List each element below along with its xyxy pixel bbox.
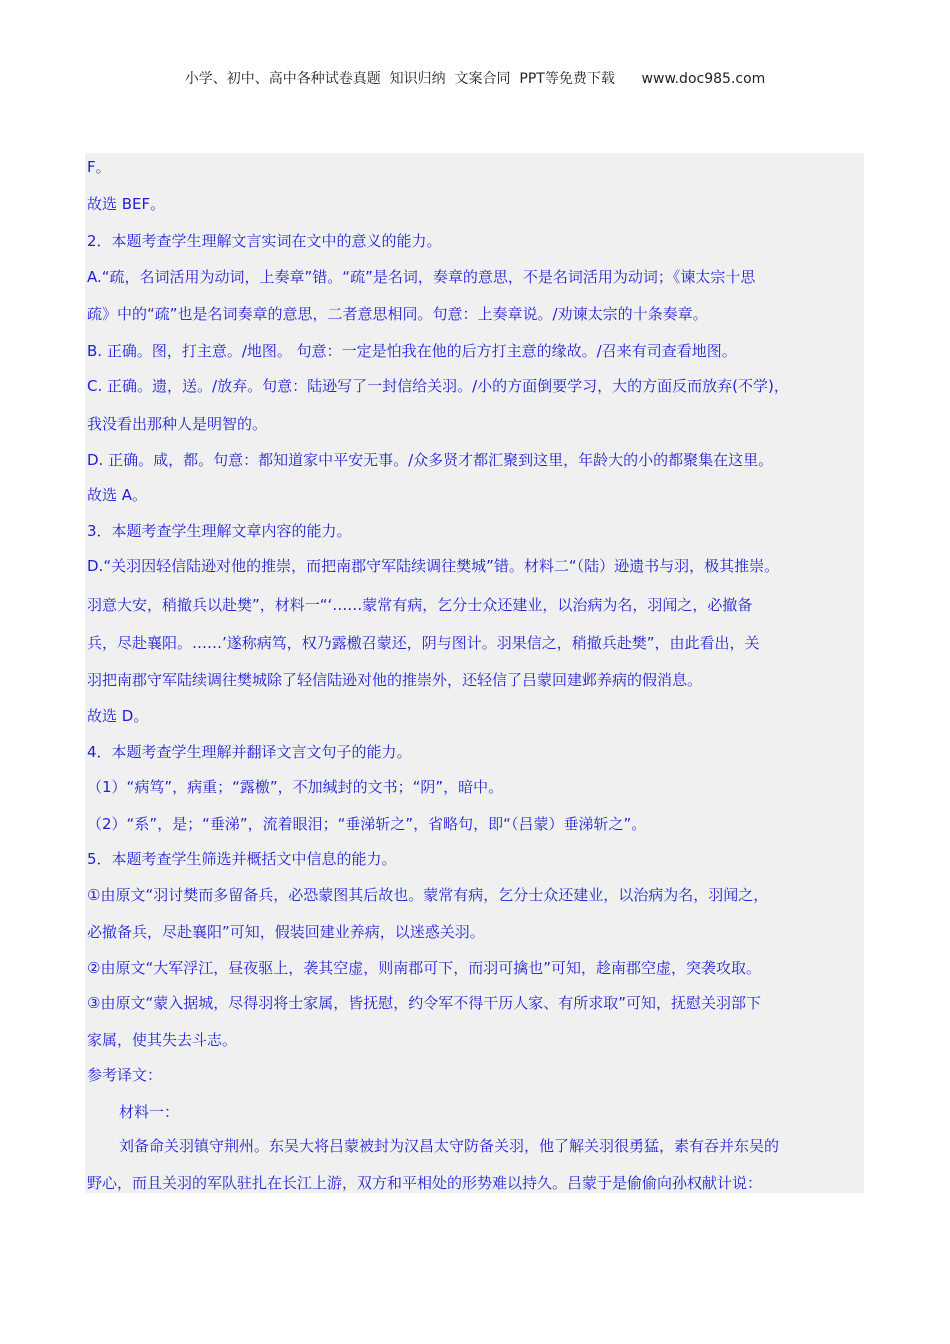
translation-line: 刘备命关羽镇守荆州。东吴大将吕蒙被封为汉昌太守防备关羽，他了解关羽很勇猛，素有吞并东吴的 xyxy=(119,1137,780,1155)
text-line: 疏》中的“疏”也是名词奏章的意思，二者意思相同。句意：上奏章说。/劝谏太宗的十条奏章。 xyxy=(87,305,708,323)
text-line: 我没看出那种人是明智的。 xyxy=(87,415,268,433)
text-line: 5．本题考查学生筛选并概括文中信息的能力。 xyxy=(87,850,397,868)
text-line: 2．本题考查学生理解文言实词在文中的意义的能力。 xyxy=(87,232,442,250)
text-line: ②由原文“大军浮江，昼夜驱上，袭其空虚，则南郡可下，而羽可擒也”可知，趁南郡空虚，突袭攻取。 xyxy=(87,959,761,977)
text-line: （1）“病笃”，病重；“露檄”，不加缄封的文书；“阴”，暗中。 xyxy=(87,778,504,796)
text-line: D. 正确。咸，都。句意：都知道家中平安无事。/众多贤才都汇聚到这里，年龄大的小的都聚集在这里。 xyxy=(87,451,774,469)
text-line: F。 xyxy=(87,158,111,176)
text-line: ①由原文“羽讨樊而多留备兵，必恐蒙图其后故也。蒙常有病，乞分士众还建业，以治病为名，羽闻之， xyxy=(87,886,769,904)
text-line: 参考译文： xyxy=(87,1066,163,1084)
text-line: 3．本题考查学生理解文章内容的能力。 xyxy=(87,522,352,540)
text-line: 必撤备兵，尽赴襄阳”可知，假装回建业养病，以迷惑关羽。 xyxy=(87,923,485,941)
text-line: 故选 D。 xyxy=(87,707,149,725)
text-line: 故选 A。 xyxy=(87,486,148,504)
text-line: D.“关羽因轻信陆逊对他的推崇，而把南郡守军陆续调往樊城”错。材料二“（陆）逊遗书与羽，极其推崇。 xyxy=(87,557,780,575)
page-header: 小学、初中、高中各种试卷真题 知识归纳 文案合同 PPT等免费下载 www.doc985.com xyxy=(184,71,766,87)
text-line: 家属，使其失去斗志。 xyxy=(87,1031,238,1049)
translation-heading: 材料一： xyxy=(119,1103,180,1121)
text-line: 羽把南郡守军陆续调往樊城除了轻信陆逊对他的推崇外，还轻信了吕蒙回建邺养病的假消息。 xyxy=(87,671,703,689)
text-line: ③由原文“蒙入据城，尽得羽将士家属，皆抚慰，约令军不得干历人家、有所求取”可知，抚慰关羽部下 xyxy=(87,994,761,1012)
text-line: 故选 BEF。 xyxy=(87,195,166,213)
translation-line: 野心，而且关羽的军队驻扎在长江上游，双方和平相处的形势难以持久。吕蒙于是偷偷向孙权献计说： xyxy=(87,1174,763,1192)
answer-panel xyxy=(85,153,864,1193)
text-line: 羽意大安，稍撤兵以赴樊”，材料一“‘……蒙常有病，乞分士众还建业，以治病为名，羽闻之，必撤备 xyxy=(87,596,753,614)
text-line: B. 正确。图，打主意。/地图。 句意：一定是怕我在他的后方打主意的缘故。/召来有司查看地图。 xyxy=(87,342,737,360)
text-line: 兵，尽赴襄阳。……’遂称病笃，权乃露檄召蒙还，阴与图计。羽果信之，稍撤兵赴樊”，由此看出，关 xyxy=(87,634,760,652)
text-line: （2）“系”，是；“垂涕”，流着眼泪；“垂涕斩之”，省略句，即“（吕蒙）垂涕斩之”。 xyxy=(87,815,647,833)
text-line: 4．本题考查学生理解并翻译文言文句子的能力。 xyxy=(87,743,412,761)
text-line: A.“疏，名词活用为动词，上奏章”错。“疏”是名词，奏章的意思，不是名词活用为动词；《谏太宗十思 xyxy=(87,268,756,286)
text-line: C. 正确。遗，送。/放弃。句意：陆逊写了一封信给关羽。/小的方面倒要学习，大的方面反而放弃(不学)， xyxy=(87,377,789,395)
